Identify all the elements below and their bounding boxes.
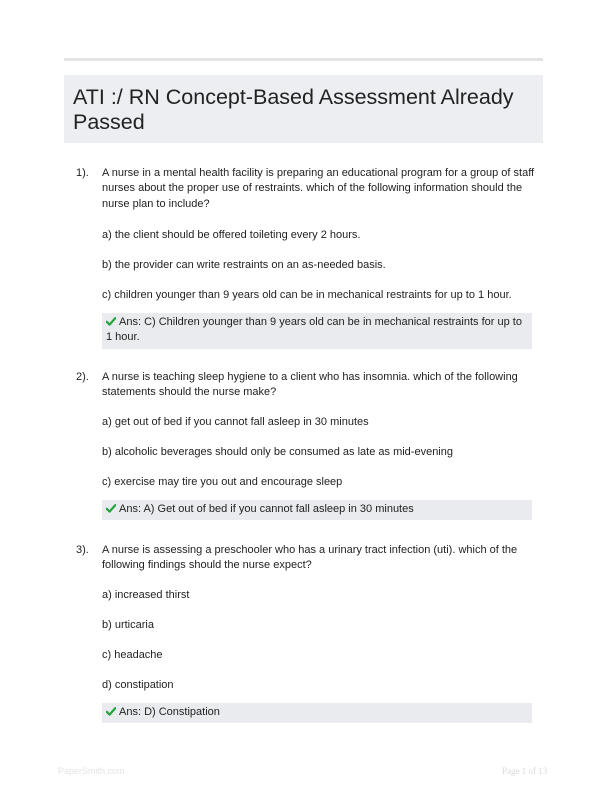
answer-box: [102, 313, 532, 349]
option-b: b) alcoholic beverages should only be consumed as late as mid-evening: [102, 446, 453, 458]
check-icon: [106, 317, 116, 326]
page-title: ATI :/ RN Concept-Based Assessment Already Passed: [73, 85, 514, 134]
question-text: A nurse in a mental health facility is preparing an educational program for a group of staff nurses about the proper use of restraints. which of the following information should the nurse plan to include?: [102, 167, 535, 210]
option-a: a) the client should be offered toileting every 2 hours.: [102, 229, 361, 241]
question-number: 2).: [76, 371, 89, 383]
option-a: a) increased thirst: [102, 589, 190, 601]
answer-box: [102, 500, 532, 520]
answer-box: [102, 703, 532, 723]
title-box: [64, 75, 543, 143]
top-divider: [64, 58, 543, 61]
check-icon: [106, 504, 116, 513]
answer-text: Ans: A) Get out of bed if you cannot fall asleep in 30 minutes: [119, 503, 414, 515]
option-c: c) exercise may tire you out and encourage sleep: [102, 476, 343, 488]
question-number: 1).: [76, 167, 89, 179]
option-b: b) urticaria: [102, 619, 154, 631]
option-c: c) children younger than 9 years old can be in mechanical restraints for up to 1 hour.: [102, 289, 512, 301]
option-c: c) headache: [102, 649, 163, 661]
question-text: A nurse is assessing a preschooler who has a urinary tract infection (uti). which of the following findings should the nurse expect?: [102, 544, 518, 572]
page-number: Page 1 of 13: [502, 766, 548, 776]
option-d: d) constipation: [102, 679, 174, 691]
question-text: A nurse is teaching sleep hygiene to a client who has insomnia. which of the following statements should the nurse make?: [102, 371, 518, 399]
answer-text: Ans: C) Children younger than 9 years old can be in mechanical restraints for up to 1 hour.: [106, 316, 522, 344]
question-number: 3).: [76, 544, 89, 556]
footer-watermark: PaperSmith.com: [58, 766, 125, 776]
check-icon: [106, 707, 116, 716]
answer-text: Ans: D) Constipation: [119, 706, 220, 718]
option-a: a) get out of bed if you cannot fall asleep in 30 minutes: [102, 416, 369, 428]
option-b: b) the provider can write restraints on an as-needed basis.: [102, 259, 386, 271]
